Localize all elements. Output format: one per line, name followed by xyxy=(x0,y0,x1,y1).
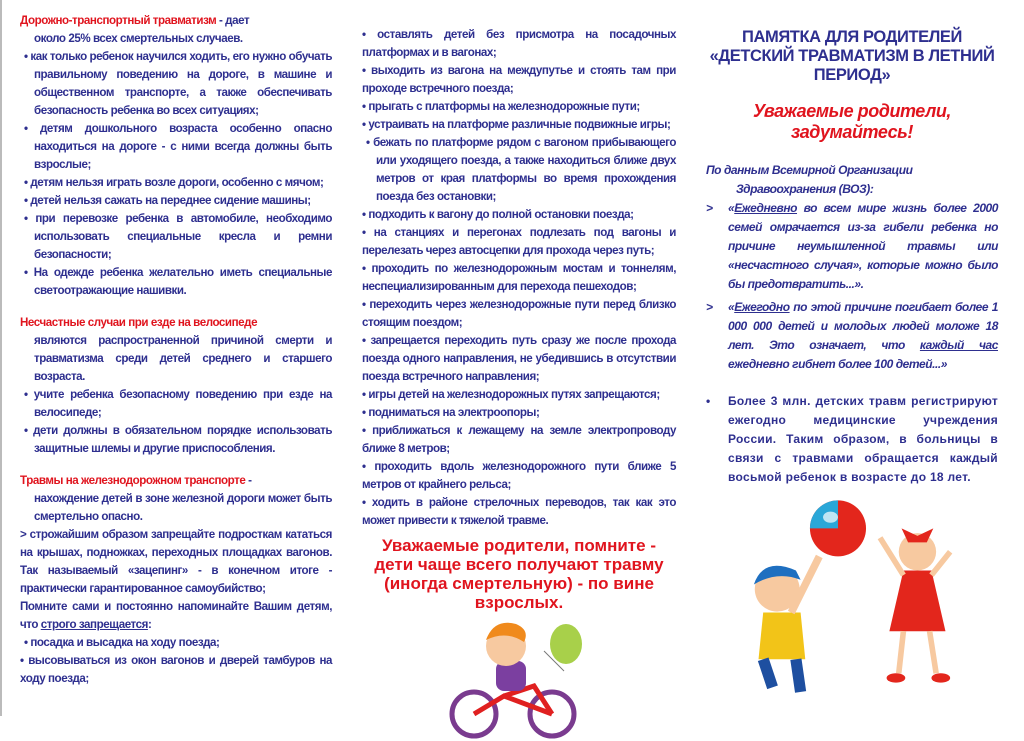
text: • игры детей на железнодорожных путях запрещаются; xyxy=(362,388,660,401)
text: • проходить по железнодорожным мостам и тоннелям, неспециализированным для перехода пешеходов; xyxy=(362,262,676,293)
section-heading: Несчастные случаи при езде на велосипеде xyxy=(20,316,258,329)
list-item xyxy=(362,404,676,422)
text: • детям нельзя играть возле дороги, особенно с мячом; xyxy=(24,176,324,189)
text: • учите ребенка безопасному поведению при езде на велосипеде; xyxy=(24,388,332,419)
text: нахождение детей в зоне железной дороги может быть смертельно опасно. xyxy=(34,492,332,523)
list-item xyxy=(20,634,332,652)
children-playing-ball-illustration xyxy=(727,491,977,706)
list-item xyxy=(20,652,332,688)
section-heading: Дорожно-транспортный травматизм xyxy=(20,14,217,27)
text: • подниматься на электроопоры; xyxy=(362,406,540,419)
list-item xyxy=(362,422,676,458)
text: • ходить в районе стрелочных переводов, так как это может привести к тяжелой травме. xyxy=(362,496,676,527)
parents-callout: Уважаемые родители, помните - дети чаще всего получают травму (иногда смертельную) - по вине взрослых. xyxy=(374,536,664,612)
boy-shirt xyxy=(496,661,526,691)
underlined-every-hour: каждый час xyxy=(919,338,998,352)
list-item xyxy=(362,116,676,134)
left-column-content xyxy=(20,12,332,688)
section-heading-paragraph xyxy=(20,12,332,30)
middle-column-content xyxy=(362,26,676,530)
quote-text: ежедневно гибнет более 100 детей...» xyxy=(728,357,947,371)
list-item xyxy=(20,526,332,598)
who-intro: По данным Всемирной Организации Здравоохранения (ВОЗ): xyxy=(706,163,913,196)
stat-text: Более 3 млн. детских травм регистрируют ежегодно медицинские учреждения России. Таким образом, в больницы в связи с травмами обращается каждый восьмой ребенок в возрасте до 18 лет. xyxy=(728,394,998,484)
list-item xyxy=(20,264,332,300)
list-item xyxy=(362,494,676,530)
underlined-daily: Ежедневно xyxy=(734,201,798,215)
text: • высовываться из окон вагонов и дверей тамбуров на ходу поезда; xyxy=(20,654,332,685)
text: • подходить к вагону до полной остановки поезда; xyxy=(362,208,634,221)
list-item xyxy=(362,134,676,206)
list-item xyxy=(362,458,676,494)
list-item xyxy=(362,206,676,224)
text: • приближаться к лежащему на земле электропроводу ближе 8 метров; xyxy=(362,424,676,455)
text: : xyxy=(147,618,152,631)
list-item xyxy=(20,386,332,422)
arrow-marker: > xyxy=(706,300,713,314)
boy-on-bicycle-illustration xyxy=(444,616,594,741)
list-item xyxy=(362,98,676,116)
list-item xyxy=(362,386,676,404)
text: • как только ребенок научился ходить, его нужно обучать правильному поведению на дороге, в машине и общественном транспорте, а также обеспечивать безопасность ребенка во всех ситуациях; xyxy=(24,50,332,117)
list-item xyxy=(20,174,332,192)
section-heading: Травмы на железнодорожном транспорте xyxy=(20,474,246,487)
list-item xyxy=(20,422,332,458)
list-item xyxy=(20,490,332,526)
section-heading-paragraph xyxy=(20,314,332,332)
quote-text: по этой причине погибает более 1 000 000 детей и молодых людей моложе 18 лет. Это означает, что xyxy=(728,300,998,352)
text: - дает xyxy=(216,14,250,27)
list-item xyxy=(362,62,676,98)
balloon-icon xyxy=(550,624,582,664)
text: Помните сами и постоянно напоминайте Вашим детям, что xyxy=(20,600,332,631)
list-item xyxy=(20,210,332,264)
quote-mark: « xyxy=(728,201,735,215)
russia-stat xyxy=(706,392,998,487)
list-item xyxy=(362,26,676,62)
text: • запрещается переходить путь сразу же после прохода поезда одного направления, не убедившись в отсутствии поезда встречного направления; xyxy=(362,334,676,383)
brochure-title: ПАМЯТКА ДЛЯ РОДИТЕЛЕЙ «ДЕТСКИЙ ТРАВМАТИЗМ В ЛЕТНИЙ ПЕРИОД» xyxy=(709,28,995,84)
list-item xyxy=(20,30,332,48)
text: • дети должны в обязательном порядке использовать защитные шлемы и другие приспособления. xyxy=(24,424,332,455)
list-item xyxy=(20,120,332,174)
list-item xyxy=(20,48,332,120)
list-item xyxy=(362,224,676,260)
list-item xyxy=(362,296,676,332)
list-item xyxy=(20,598,332,634)
who-quote-daily xyxy=(706,199,998,294)
list-item xyxy=(362,332,676,386)
brochure-subtitle: Уважаемые родители, задумайтесь! xyxy=(753,101,951,142)
boy-shirt xyxy=(759,613,806,660)
quote-text: во всем мире жизнь более 2000 семей омрачается из-за гибели ребенка но причине неумышленной травмы или «несчастного случая», которые можно было бы предотвратить...». xyxy=(728,201,998,291)
text: около 25% всех смертельных случаев. xyxy=(34,32,243,45)
underlined-yearly: Ежегодно xyxy=(734,300,790,314)
page-edge xyxy=(0,0,2,716)
list-item xyxy=(20,192,332,210)
list-item xyxy=(362,260,676,296)
text: • прыгать с платформы на железнодорожные пути; xyxy=(362,100,640,113)
left-column xyxy=(20,12,332,688)
girl-dress xyxy=(889,570,945,631)
quote-mark: « xyxy=(728,300,735,314)
text: • бежать по платформе рядом с вагоном прибывающего или уходящего поезда, а также находиться ближе двух метров от края платформы во время прохождения поезда без остановки; xyxy=(366,136,676,203)
arrow-marker: > xyxy=(706,201,713,215)
text: • детям дошкольного возраста особенно опасно находиться на дороге - с ними всегда должны быть взрослые; xyxy=(24,122,332,171)
list-item xyxy=(20,332,332,386)
text: • оставлять детей без присмотра на посадочных платформах и в вагонах; xyxy=(362,28,676,59)
text: • при перевозке ребенка в автомобиле, необходимо использовать специальные кресла и ремни безопасности; xyxy=(24,212,332,261)
text: • посадка и высадка на ходу поезда; xyxy=(24,636,220,649)
section-heading-paragraph xyxy=(20,472,332,490)
text: • проходить вдоль железнодорожного пути ближе 5 метров от крайнего рельса; xyxy=(362,460,676,491)
text: • переходить через железнодорожные пути перед близко стоящим поездом; xyxy=(362,298,676,329)
text: • детей нельзя сажать на переднее сидение машины; xyxy=(24,194,311,207)
bullet-marker: • xyxy=(706,394,711,408)
text: > строжайшим образом запрещайте подросткам кататься на крышах, подножках, переходных площадках вагонов. Так называемый «зацепинг» - в конечном итоге - практически гарантированное самоубийство; xyxy=(20,528,332,595)
text: • выходить из вагона на междупутье и стоять там при проходе встречного поезда; xyxy=(362,64,676,95)
who-quote-yearly xyxy=(706,298,998,374)
underlined-text: строго запрещается xyxy=(40,618,148,631)
text: • устраивать на платформе различные подвижные игры; xyxy=(362,118,671,131)
text: являются распространенной причиной смерти и травматизма среди детей среднего и старшего возраста. xyxy=(34,334,332,383)
middle-column xyxy=(362,26,676,741)
text: - xyxy=(245,474,252,487)
text: • на станциях и перегонах подлезать под вагоны и перелезать через автосцепки для прохода через путь; xyxy=(362,226,676,257)
text: • На одежде ребенка желательно иметь специальные светоотражающие нашивки. xyxy=(24,266,332,297)
right-column xyxy=(706,28,998,706)
